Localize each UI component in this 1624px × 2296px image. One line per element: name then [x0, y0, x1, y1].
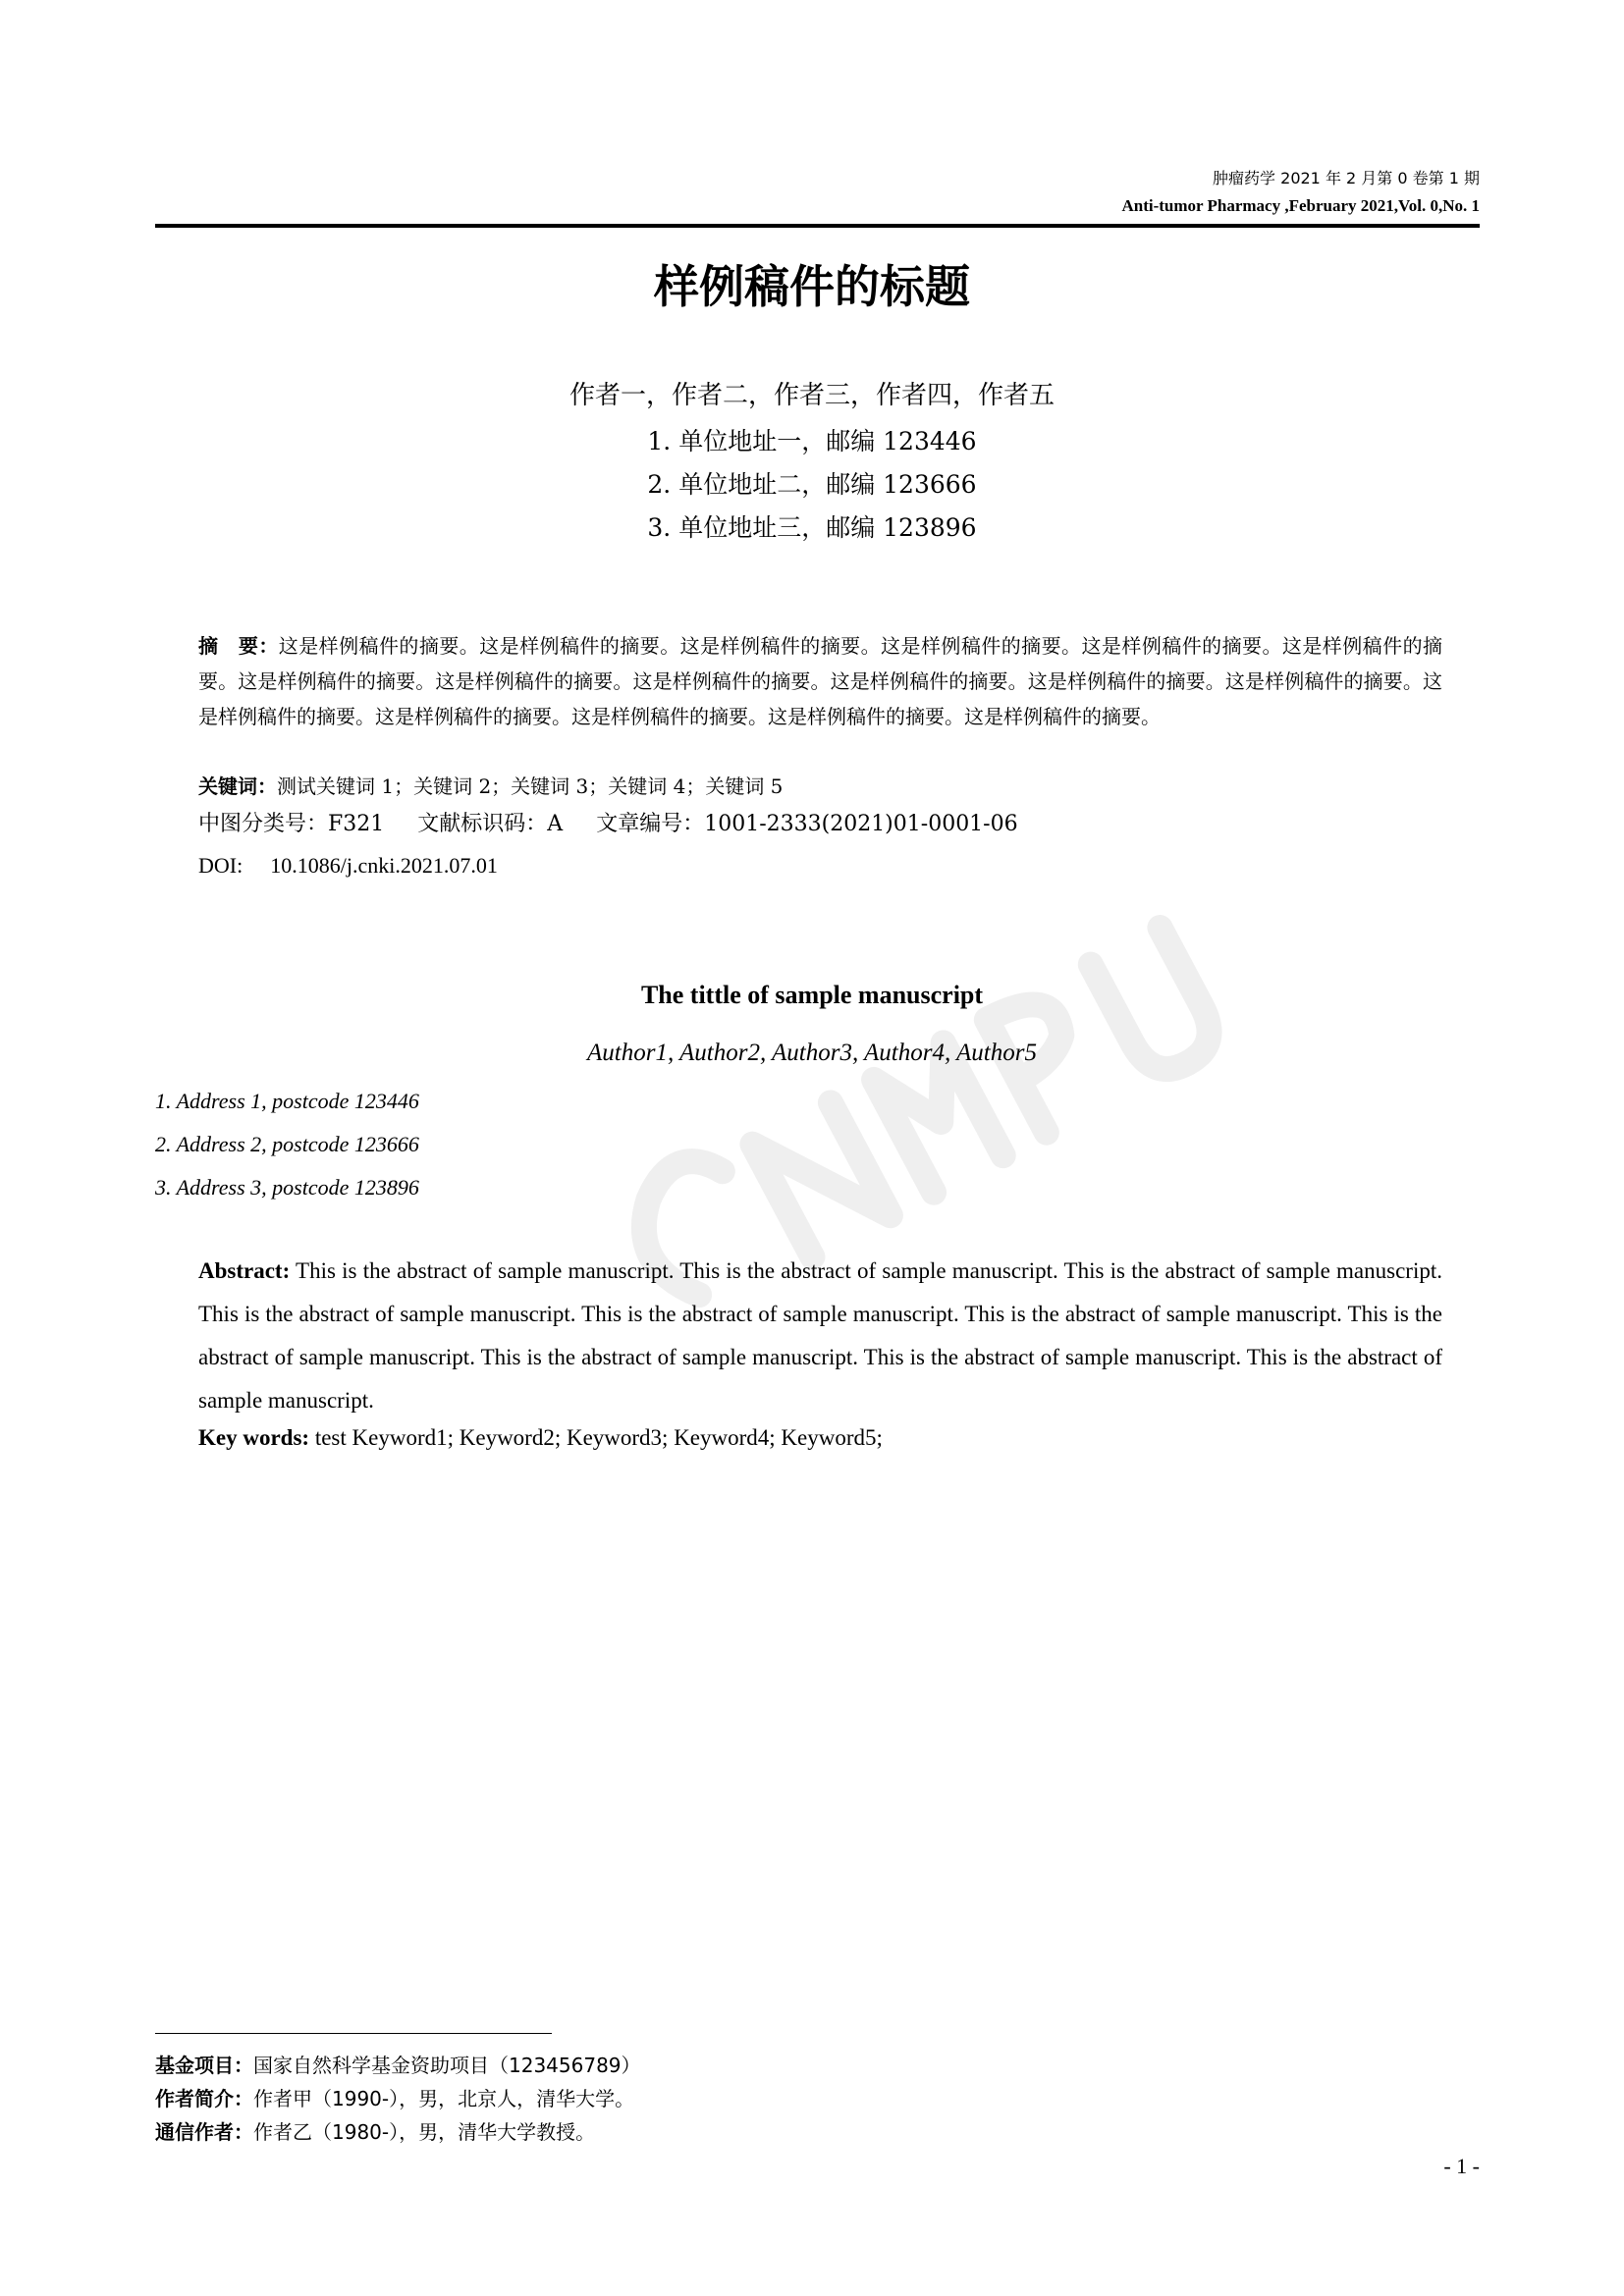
- affiliation-list-en: [155, 1080, 419, 1209]
- footnote-rule: [155, 2033, 552, 2034]
- keywords-cn-text: 测试关键词 1；关键词 2；关键词 3；关键词 4；关键词 5: [277, 774, 784, 798]
- journal-info-cn: 肿瘤药学 2021 年 2 月第 0 卷第 1 期: [1213, 169, 1480, 187]
- footnote-label: 通信作者：: [155, 2120, 253, 2144]
- abstract-cn: [198, 628, 1442, 734]
- footnote-corresponding: [155, 2115, 641, 2149]
- abstract-en-label: Abstract:: [198, 1258, 291, 1283]
- paper-title-cn: 样例稿件的标题: [654, 260, 970, 313]
- classification-line: [198, 806, 1018, 843]
- keywords-cn: [198, 769, 783, 804]
- footnote-author-bio: [155, 2082, 641, 2115]
- journal-header: [155, 165, 1480, 220]
- affiliation-en: 3. Address 3, postcode 123896: [155, 1175, 419, 1200]
- clc-label: 中图分类号：: [198, 812, 329, 836]
- clc-value: F321: [328, 812, 385, 836]
- author-list-en: Author1, Author2, Author3, Author4, Author5: [587, 1040, 1037, 1066]
- affiliation-en: 1. Address 1, postcode 123446: [155, 1089, 419, 1113]
- keywords-en: [198, 1420, 883, 1456]
- paper-title-en: The tittle of sample manuscript: [640, 981, 984, 1009]
- article-no-label: 文章编号：: [596, 812, 705, 836]
- journal-info-en: Anti-tumor Pharmacy ,February 2021,Vol. 0,No. 1: [1121, 196, 1480, 215]
- footnote-text: 作者甲（1990-），男，北京人，清华大学。: [253, 2087, 635, 2110]
- abstract-en-text: This is the abstract of sample manuscript. This is the abstract of sample manuscript. This is the abstract of sample manuscript. This is the abstract of sample manuscript. This is the abstract of sample manuscript. This is the abstract of sample manuscript. This is the abstract of sample manuscript. This is the abstract of sample manuscript. This is the abstract of sample manuscript. This is the abstract of sample manuscript.: [198, 1258, 1442, 1413]
- doi-value: 10.1086/j.cnki.2021.07.01: [270, 853, 498, 878]
- article-no-value: 1001-2333(2021)01-0001-06: [704, 812, 1018, 836]
- footnote-funding: [155, 2049, 641, 2082]
- footnotes: [155, 2049, 641, 2149]
- affiliation-cn: 1. 单位地址一，邮编 123446: [647, 427, 977, 455]
- footnote-text: 作者乙（1980-），男，清华大学教授。: [253, 2120, 596, 2144]
- abstract-cn-label: 摘 要：: [198, 634, 279, 658]
- footnote-label: 作者简介：: [155, 2087, 253, 2110]
- doc-code-value: A: [547, 812, 564, 836]
- keywords-en-text: test Keyword1; Keyword2; Keyword3; Keyword4; Keyword5;: [309, 1425, 883, 1450]
- abstract-en: [198, 1250, 1442, 1422]
- footnote-label: 基金项目：: [155, 2054, 253, 2077]
- author-list-cn: 作者一，作者二，作者三，作者四，作者五: [568, 381, 1055, 410]
- page-number: - 1 -: [1443, 2154, 1480, 2178]
- doi-label: DOI:: [198, 853, 244, 878]
- abstract-cn-text: 这是样例稿件的摘要。这是样例稿件的摘要。这是样例稿件的摘要。这是样例稿件的摘要。这是样例稿件的摘要。这是样例稿件的摘要。这是样例稿件的摘要。这是样例稿件的摘要。这是样例稿件的摘要。这是样例稿件的摘要。这是样例稿件的摘要。这是样例稿件的摘要。这是样例稿件的摘要。这是样例稿件的摘要。这是样例稿件的摘要。这是样例稿件的摘要。这是样例稿件的摘要。: [198, 634, 1443, 728]
- keywords-cn-label: 关键词：: [198, 774, 277, 798]
- doi-line: [198, 848, 498, 883]
- affiliation-cn: 3. 单位地址三，邮编 123896: [647, 513, 977, 542]
- footnote-text: 国家自然科学基金资助项目（123456789）: [253, 2054, 641, 2077]
- doc-code-label: 文献标识码：: [417, 812, 548, 836]
- keywords-en-label: Key words:: [198, 1425, 310, 1450]
- header-rule: [155, 224, 1480, 228]
- affiliation-en: 2. Address 2, postcode 123666: [155, 1132, 419, 1156]
- affiliation-list-cn: [0, 420, 1624, 550]
- affiliation-cn: 2. 单位地址二，邮编 123666: [647, 470, 977, 499]
